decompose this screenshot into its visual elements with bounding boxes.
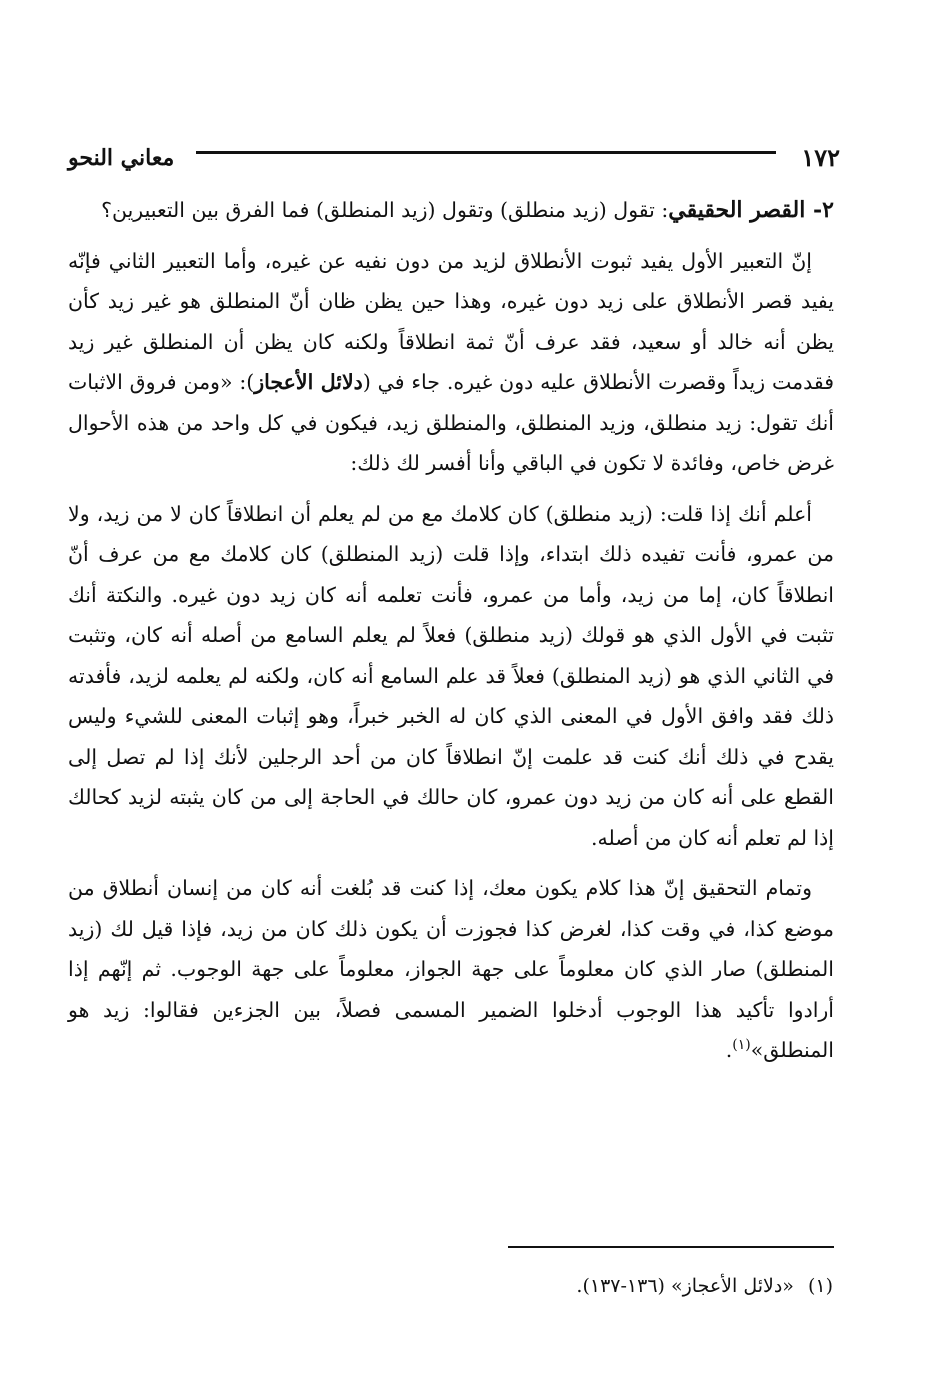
footnote-number: (١) bbox=[807, 1275, 833, 1297]
footnote-reference: (١) bbox=[732, 1037, 751, 1054]
section-heading-text: : تقول (زيد منطلق) وتقول (زيد المنطلق) فما الفرق بين التعبيرين؟ bbox=[101, 198, 669, 222]
paragraph-3-end: . bbox=[725, 1038, 733, 1062]
paragraph-1 bbox=[68, 241, 834, 484]
footnote-text: «دلائل الأعجاز» (١٣٦-١٣٧). bbox=[576, 1275, 794, 1297]
running-title: معاني النحو bbox=[68, 145, 175, 171]
paragraph-gap bbox=[68, 484, 834, 494]
section-heading bbox=[68, 190, 834, 231]
footnote-rule bbox=[508, 1246, 834, 1248]
section-heading-term: ٢- القصر الحقيقي bbox=[668, 197, 834, 223]
footnote bbox=[576, 1268, 833, 1304]
paragraph-2: أعلم أنك إذا قلت: (زيد منطلق) كان كلامك مع من لم يعلم أن انطلاقاً كان لا من زيد، ولا من عمرو، فأنت تفيده ذلك ابتداء، وإذا قلت (زيد المنطلق) كان كلامك مع من عرف أنّ انطلاقاً كان، إما من زيد، وأما من عمرو، فأنت تعلمه أنه كان زيد دون غيره. والنكتة أنك تثبت في الأول الذي هو قولك (زيد منطلق) فعلاً لم يعلم السامع من أصله أنه كان، وتثبت في الثاني الذي هو (زيد المنطلق) فعلاً قد علم السامع أنه كان، ولكنه لم يعلمه لزيد، فأفدته ذلك فقد وافق الأول في المعنى الذي كان له الخبر خبراً، وهو إثبات المعنى للشيء وليس يقدح في ذلك أنك كنت قد علمت إنّ انطلاقاً كان من أحد الرجلين لأنك إذا لم تصل إلى القطع على أنه كان من زيد دون عمرو، كان حالك في الحاجة إلى من كان يثبته لزيد كحالك إذا لم تعلم أنه كان من أصله. bbox=[68, 501, 834, 850]
paragraph-gap bbox=[68, 858, 834, 868]
book-title-term: دلائل الأعجاز bbox=[254, 370, 363, 394]
paragraph-3 bbox=[68, 868, 834, 1071]
header-rule bbox=[196, 151, 776, 154]
paragraph-gap bbox=[68, 231, 834, 241]
page-body bbox=[68, 190, 834, 1071]
page-number: ١٧٢ bbox=[801, 143, 840, 172]
paragraph-3-text: وتمام التحقيق إنّ هذا كلام يكون معك، إذا كنت قد بُلغت أنه كان من إنسان أنطلاق من موضع كذا، في وقت كذا، لغرض كذا فجوزت أن يكون ذلك كان من زيد، فإذا قيل لك (زيد المنطلق) صار الذي كان معلوماً على جهة الجواز، معلوماً على جهة الوجوب. ثم إنّهم إذا أرادوا تأكيد هذا الوجوب أدخلوا الضمير المسمى فصلاً، بين الجزءين فقالوا: زيد هو المنطلق» bbox=[68, 876, 834, 1062]
page-header bbox=[68, 138, 840, 178]
paragraph-1-text-a: إنّ التعبير الأول يفيد ثبوت الأنطلاق لزيد من دون نفيه عن غيره، وأما التعبير الثاني فإنّه يفيد قصر الأنطلاق على زيد دون غيره، وهذا حين يظن ظان أنّ المنطلق هو غير زيد كأن يظن أنه خالد أو سعيد، فقد عرف أنّ ثمة انطلاقاً ولكنه كان يظن أن المنطلق غير زيد فقدمت زيداً وقصرت الأنطلاق عليه دون غيره. جاء في ( bbox=[68, 248, 835, 394]
paragraph-1-text-b: ): «ومن فروق الاثبات أنك تقول: زيد منطلق، وزيد المنطلق، والمنطلق زيد، فيكون في كل واحد من هذه الأحوال غرض خاص، وفائدة لا تكون في الباقي وأنا أفسر لك ذلك: bbox=[68, 370, 834, 475]
